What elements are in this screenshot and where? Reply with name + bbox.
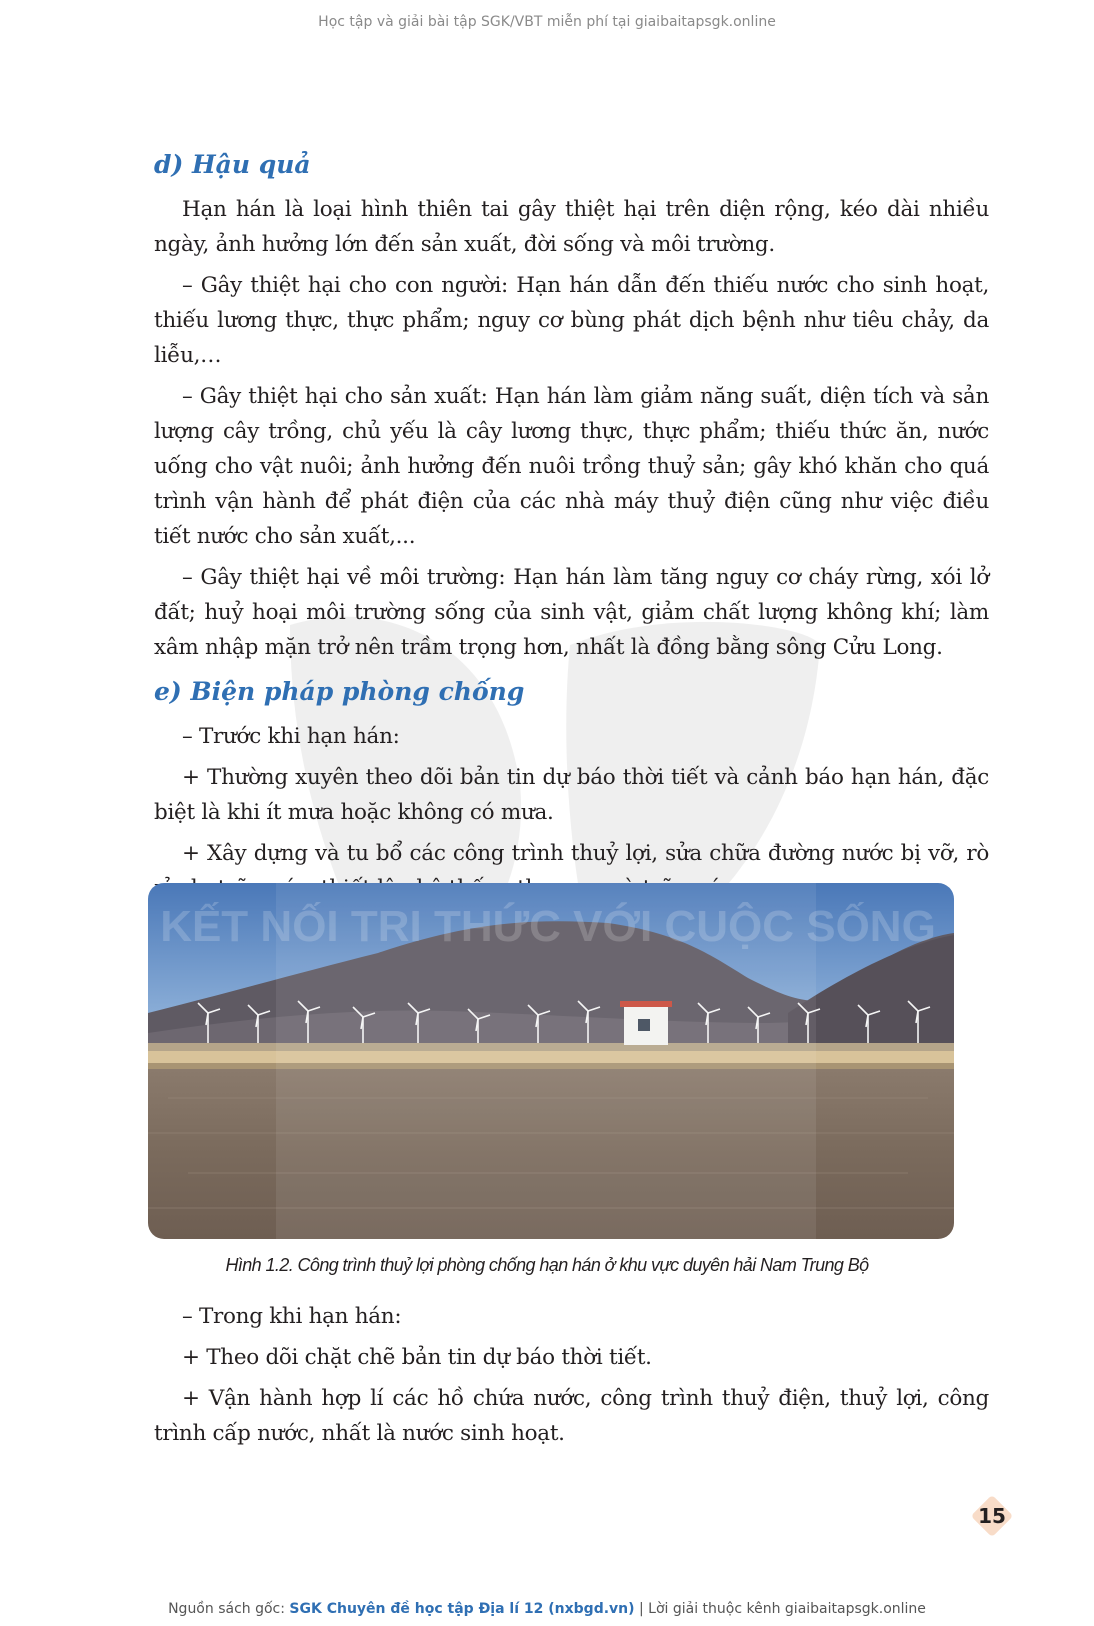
- page-number-label: 15: [978, 1504, 1006, 1528]
- figure-caption: Hình 1.2. Công trình thuỷ lợi phòng chống hạn hán ở khu vực duyên hải Nam Trung Bộ: [225, 1255, 869, 1275]
- paragraph: Hạn hán là loại hình thiên tai gây thiệt hại trên diện rộng, kéo dài nhiều ngày, ảnh hưởng lớn đến sản xuất, đời sống và môi trường.: [154, 197, 989, 257]
- figure-reservoir-photo: [148, 883, 954, 1239]
- heading-prevention: e) Biện pháp phòng chống: [154, 677, 525, 706]
- paragraph: + Xây dựng và tu bổ các công trình thuỷ lợi, sửa chữa đường nước bị vỡ, rò: [182, 841, 989, 866]
- paragraph: + Vận hành hợp lí các hồ chứa nước, công trình thuỷ điện, thuỷ lợi, công trình cấp nước, nhất là nước sinh hoạt.: [154, 1386, 989, 1446]
- footer-source-link[interactable]: SGK Chuyên đề học tập Địa lí 12 (nxbgd.vn): [289, 1601, 635, 1617]
- paragraph: – Gây thiệt hại cho con người: Hạn hán dẫn đến thiếu nước cho sinh hoạt, thiếu lương thực, thực phẩm; nguy cơ bùng phát dịch bệnh như tiêu chảy, da liễu,…: [154, 273, 989, 368]
- paragraph: – Trong khi hạn hán:: [182, 1304, 402, 1329]
- footer-prefix: Nguồn sách gốc:: [168, 1601, 290, 1617]
- watermark-text: KẾT NỐI TRI THỨC VỚI CUỘC SỐNG: [160, 902, 936, 951]
- page-number: [970, 1494, 1014, 1538]
- main-text: [154, 148, 989, 906]
- main-text-continued: [154, 1299, 989, 1451]
- paragraph: – Gây thiệt hại về môi trường: Hạn hán làm tăng nguy cơ cháy rừng, xói lở đất; huỷ hoại môi trường sống của sinh vật, giảm chất lượng không khí; làm xâm nhập mặn trở nên trầm trọng hơn, nhất là đồng bằng sông Cửu Long.: [154, 565, 989, 660]
- paragraph: – Gây thiệt hại cho sản xuất: Hạn hán làm giảm năng suất, diện tích và sản lượng cây trồng, chủ yếu là cây lương thực, thực phẩm; thiếu thức ăn, nước uống cho vật nuôi; ảnh hưởng đến nuôi trồng thuỷ sản; gây khó khăn cho quá trình vận hành để phát điện của các nhà máy thuỷ điện cũng như việc điều tiết nước cho sản xuất,...: [154, 384, 989, 549]
- top-banner: Học tập và giải bài tập SGK/VBT miễn phí tại giaibaitapsgk.online: [318, 14, 776, 30]
- paragraph: + Thường xuyên theo dõi bản tin dự báo thời tiết và cảnh báo hạn hán, đặc biệt là khi ít mưa hoặc không có mưa.: [154, 765, 989, 825]
- footer-suffix: | Lời giải thuộc kênh giaibaitapsgk.online: [634, 1601, 926, 1617]
- paragraph: + Theo dõi chặt chẽ bản tin dự báo thời tiết.: [182, 1345, 652, 1370]
- paragraph: – Trước khi hạn hán:: [182, 724, 400, 749]
- heading-consequences: d) Hậu quả: [154, 150, 311, 179]
- footer: [0, 1601, 1094, 1617]
